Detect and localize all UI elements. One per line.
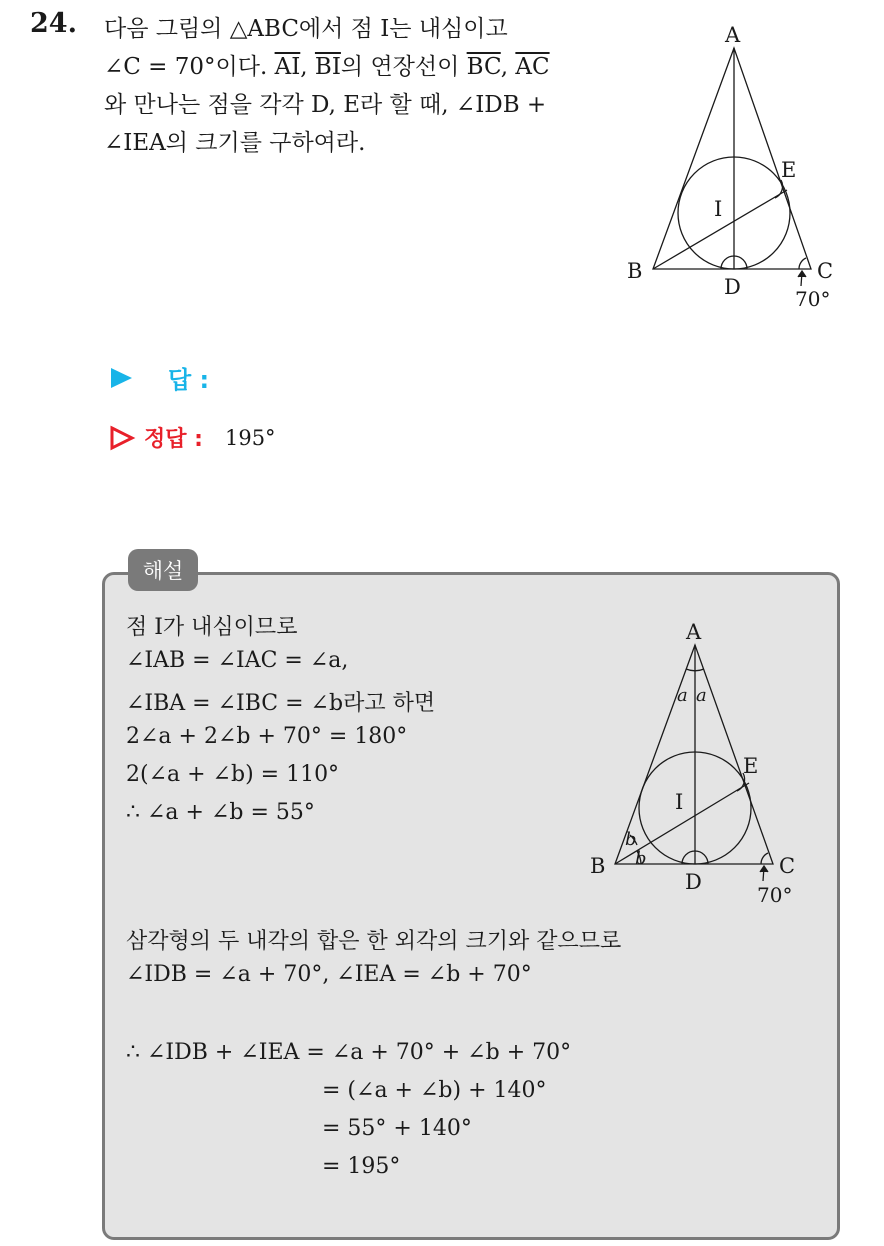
angle-mark-c [761,853,768,864]
answer-row [108,360,209,395]
label-angle-a-left: a [677,685,688,706]
label-i: I [675,790,684,814]
label-angle-b-upper: b [625,829,637,850]
outline-triangle-right-icon [108,424,136,452]
solution-line: 삼각형의 두 내각의 합은 한 외각의 크기와 같으므로 [126,929,622,954]
question-line-3: 와 만나는 점을 각각 D, E라 할 때, ∠IDB + [104,92,547,118]
label-d: D [724,275,741,299]
label-e: E [781,158,797,182]
label-angle-a-right: a [696,685,707,706]
correct-answer-label: 정답 : [144,427,203,452]
question-line-2: ∠C = 70°이다. $\overline{AI}$, $\overline{BI}$의 연장선이 $\overline{BC}$, $\overline{AC}$ [104,54,550,80]
segment-ai: $\overline{AI}$ [274,54,301,80]
label-b: B [590,854,606,878]
label-i: I [714,197,723,221]
solution-line: = 195° [322,1154,401,1179]
label-angle-c: 70° [795,287,831,311]
label-b: B [627,259,643,283]
solution-line: ∴ ∠a + ∠b = 55° [126,800,315,825]
correct-answer-row [108,422,276,453]
solution-line: ∠IAB = ∠IAC = ∠a, [126,648,349,673]
solution-line: 2(∠a + ∠b) = 110° [126,762,340,787]
question-number: 24. [30,8,77,39]
segment-ac: $\overline{AC}$ [515,54,550,80]
label-angle-b-lower: b [635,848,647,869]
solution-line: 2∠a + 2∠b + 70° = 180° [126,724,408,749]
correct-answer-value: 195° [224,425,276,450]
segment-bi: $\overline{BI}$ [314,54,341,80]
solution-line: ∠IBA = ∠IBC = ∠b라고 하면 [126,691,436,716]
label-d: D [685,870,702,894]
label-c: C [817,259,834,283]
label-a: A [725,23,741,47]
label-e: E [743,754,759,778]
label-angle-c: 70° [757,883,793,907]
solution-line: ∠IDB = ∠a + 70°, ∠IEA = ∠b + 70° [126,962,532,987]
question-figure [615,20,845,320]
label-a: A [686,620,702,644]
question-line-1: 다음 그림의 △ABC에서 점 I는 내심이고 [104,16,508,42]
answer-label: 답 : [168,366,210,394]
solution-line: = (∠a + ∠b) + 140° [322,1078,547,1103]
angle-arrow-head [798,271,806,277]
label-c: C [779,854,796,878]
question-text [104,10,604,162]
solution-tag: 해설 [128,549,198,591]
angle-mark-c [799,258,806,269]
question-line-4: ∠IEA의 크기를 구하여라. [104,130,366,156]
segment-bc: $\overline{BC}$ [466,54,501,80]
solution-figure [585,615,815,915]
solution-line: ∴ ∠IDB + ∠IEA = ∠a + 70° + ∠b + 70° [126,1040,572,1065]
solution-line: 점 I가 내심이므로 [126,615,298,640]
angle-arrow-head [760,866,768,872]
filled-triangle-right-icon [108,365,134,391]
solution-line: = 55° + 140° [322,1116,472,1141]
